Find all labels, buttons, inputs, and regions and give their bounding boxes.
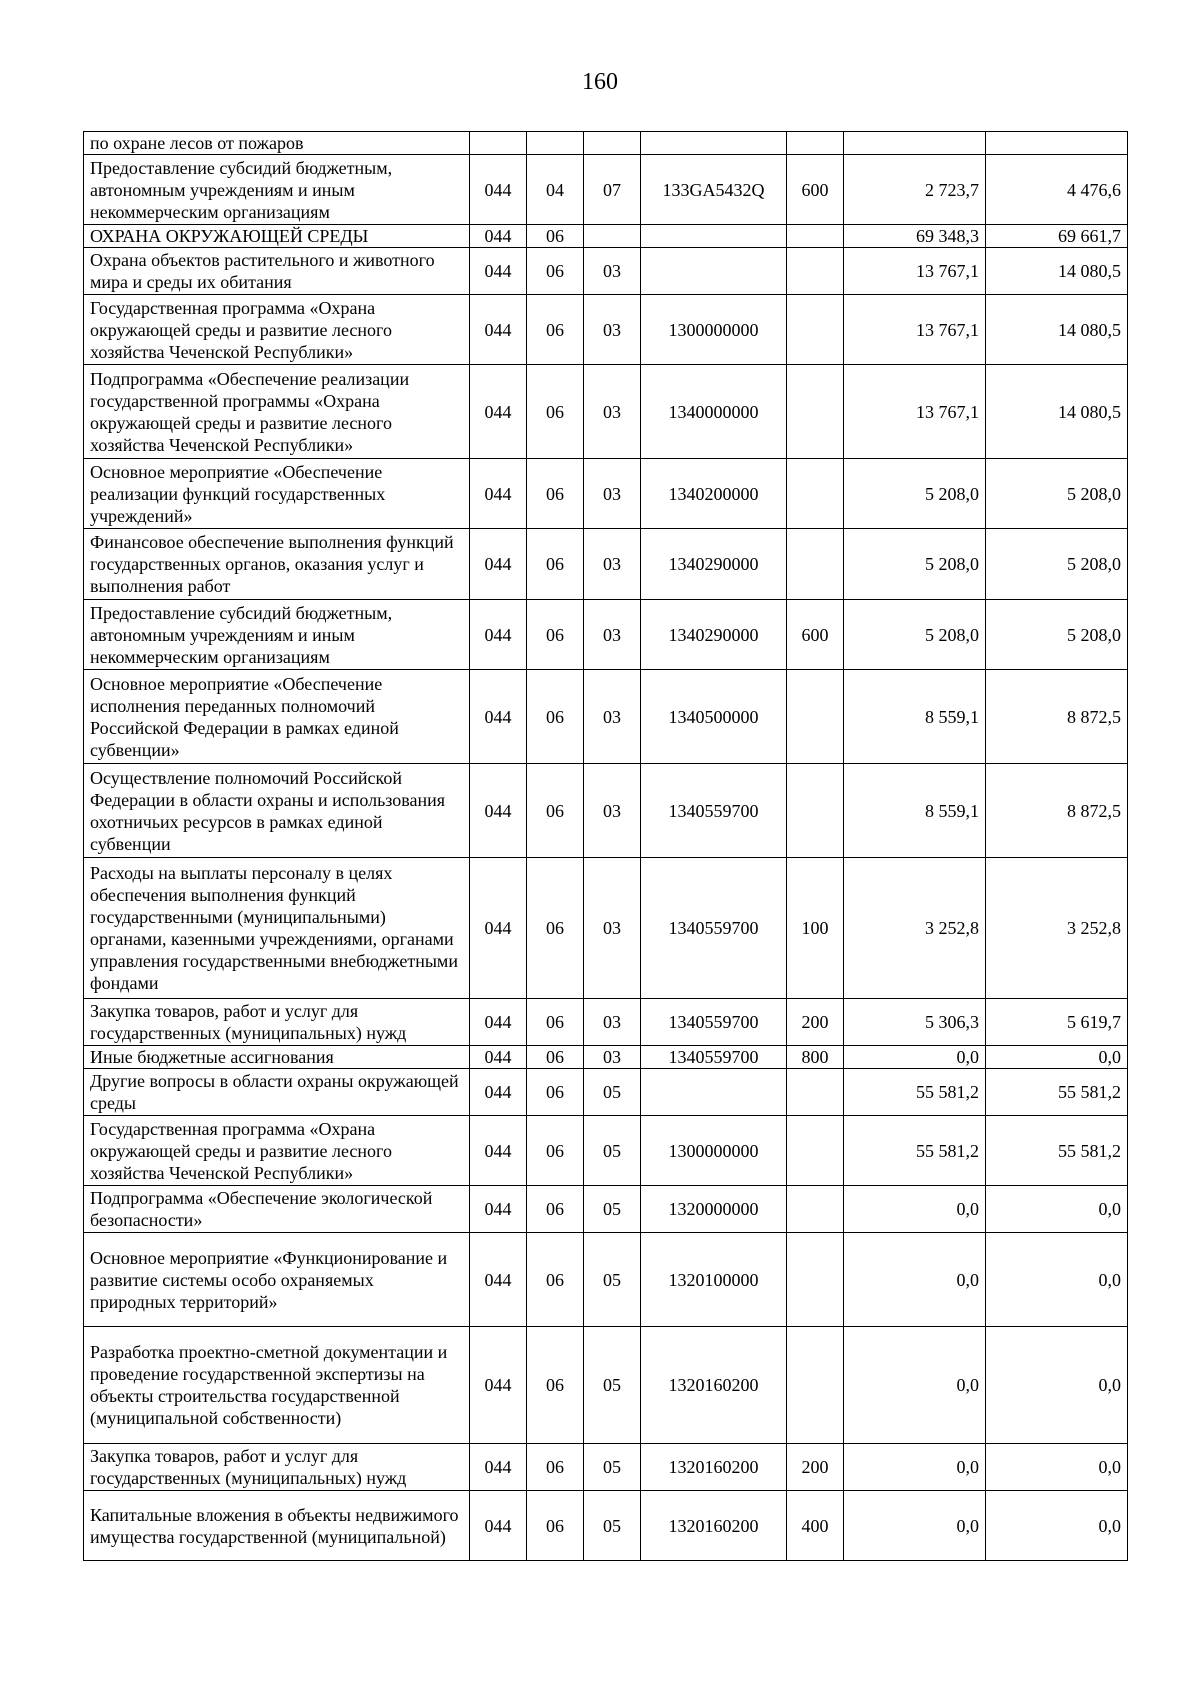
row-section-code: 06 [527, 858, 584, 999]
row-expense-type [787, 529, 844, 600]
row-target-article [641, 132, 787, 155]
table-row [84, 225, 1128, 248]
row-section-code: 06 [527, 1233, 584, 1327]
row-target-article: 133GA5432Q [641, 155, 787, 225]
row-section-code: 06 [527, 999, 584, 1046]
row-ved-code: 044 [470, 1233, 527, 1327]
row-sum-2: 55 581,2 [986, 1069, 1128, 1116]
row-target-article: 1320160200 [641, 1491, 787, 1561]
table-row [84, 365, 1128, 459]
row-sum-2: 0,0 [986, 1491, 1128, 1561]
row-section-code: 06 [527, 1444, 584, 1491]
row-expense-type [787, 295, 844, 365]
row-name: Осуществление полномочий Российской Федерации в области охраны и использования охотничьих ресурсов в рамках единой субвенции [84, 764, 470, 858]
row-sum-2: 4 476,6 [986, 155, 1128, 225]
row-sum-2: 3 252,8 [986, 858, 1128, 999]
row-target-article: 1340559700 [641, 858, 787, 999]
row-expense-type [787, 1116, 844, 1186]
row-target-article: 1300000000 [641, 1116, 787, 1186]
row-expense-type [787, 1233, 844, 1327]
row-subsection-code: 05 [584, 1116, 641, 1186]
table-row [84, 1116, 1128, 1186]
row-subsection-code: 05 [584, 1444, 641, 1491]
row-section-code: 06 [527, 764, 584, 858]
row-sum-1: 5 208,0 [844, 600, 986, 670]
row-name: Разработка проектно-сметной документации и проведение государственной экспертизы на объекты строительства государственной (муниципальной собственности) [84, 1327, 470, 1444]
row-target-article: 1340290000 [641, 529, 787, 600]
row-sum-2: 0,0 [986, 1444, 1128, 1491]
row-sum-1: 8 559,1 [844, 670, 986, 764]
row-name: Предоставление субсидий бюджетным, автономным учреждениям и иным некоммерческим организациям [84, 155, 470, 225]
row-sum-2 [986, 132, 1128, 155]
table-row [84, 1069, 1128, 1116]
row-expense-type: 200 [787, 999, 844, 1046]
row-sum-2: 0,0 [986, 1046, 1128, 1069]
row-target-article [641, 248, 787, 295]
row-expense-type: 800 [787, 1046, 844, 1069]
row-target-article: 1340559700 [641, 1046, 787, 1069]
row-sum-1: 55 581,2 [844, 1116, 986, 1186]
row-target-article: 1320100000 [641, 1233, 787, 1327]
row-section-code: 06 [527, 1116, 584, 1186]
row-subsection-code: 05 [584, 1327, 641, 1444]
row-ved-code: 044 [470, 1444, 527, 1491]
table-row [84, 295, 1128, 365]
row-sum-2: 5 208,0 [986, 600, 1128, 670]
row-sum-2: 14 080,5 [986, 248, 1128, 295]
row-expense-type: 600 [787, 600, 844, 670]
row-sum-2: 5 208,0 [986, 459, 1128, 529]
row-sum-1: 2 723,7 [844, 155, 986, 225]
row-expense-type [787, 1186, 844, 1233]
row-sum-1: 8 559,1 [844, 764, 986, 858]
row-subsection-code: 05 [584, 1069, 641, 1116]
row-section-code: 06 [527, 1069, 584, 1116]
row-ved-code: 044 [470, 248, 527, 295]
row-subsection-code: 05 [584, 1491, 641, 1561]
row-sum-1 [844, 132, 986, 155]
row-section-code: 06 [527, 295, 584, 365]
row-expense-type [787, 248, 844, 295]
row-expense-type [787, 225, 844, 248]
row-target-article: 1340290000 [641, 600, 787, 670]
row-expense-type [787, 670, 844, 764]
row-sum-1: 3 252,8 [844, 858, 986, 999]
row-name: Государственная программа «Охрана окружающей среды и развитие лесного хозяйства Чеченской Республики» [84, 295, 470, 365]
row-section-code: 06 [527, 1186, 584, 1233]
row-target-article: 1320160200 [641, 1444, 787, 1491]
table-row [84, 155, 1128, 225]
row-subsection-code: 03 [584, 248, 641, 295]
row-section-code: 06 [527, 670, 584, 764]
row-name: Закупка товаров, работ и услуг для государственных (муниципальных) нужд [84, 1444, 470, 1491]
row-target-article: 1340000000 [641, 365, 787, 459]
row-target-article: 1340500000 [641, 670, 787, 764]
row-section-code: 06 [527, 1046, 584, 1069]
row-subsection-code: 03 [584, 670, 641, 764]
table-row [84, 1491, 1128, 1561]
row-name: Финансовое обеспечение выполнения функций государственных органов, оказания услуг и выполнения работ [84, 529, 470, 600]
row-name: Основное мероприятие «Обеспечение исполнения переданных полномочий Российской Федерации в рамках единой субвенции» [84, 670, 470, 764]
row-sum-1: 55 581,2 [844, 1069, 986, 1116]
row-ved-code: 044 [470, 670, 527, 764]
row-name: Другие вопросы в области охраны окружающей среды [84, 1069, 470, 1116]
table-row [84, 1046, 1128, 1069]
row-sum-2: 69 661,7 [986, 225, 1128, 248]
row-ved-code: 044 [470, 1046, 527, 1069]
table-row [84, 459, 1128, 529]
row-ved-code: 044 [470, 155, 527, 225]
row-sum-1: 0,0 [844, 1444, 986, 1491]
row-ved-code: 044 [470, 529, 527, 600]
row-sum-2: 14 080,5 [986, 365, 1128, 459]
row-subsection-code: 03 [584, 858, 641, 999]
table-row [84, 132, 1128, 155]
row-section-code: 06 [527, 600, 584, 670]
table-row [84, 999, 1128, 1046]
row-expense-type [787, 459, 844, 529]
row-subsection-code: 03 [584, 1046, 641, 1069]
row-expense-type: 100 [787, 858, 844, 999]
table-row [84, 600, 1128, 670]
row-sum-1: 0,0 [844, 1186, 986, 1233]
row-sum-2: 8 872,5 [986, 670, 1128, 764]
row-sum-1: 13 767,1 [844, 365, 986, 459]
row-ved-code: 044 [470, 225, 527, 248]
row-ved-code: 044 [470, 1491, 527, 1561]
row-subsection-code: 07 [584, 155, 641, 225]
row-sum-1: 0,0 [844, 1327, 986, 1444]
row-name: Предоставление субсидий бюджетным, автономным учреждениям и иным некоммерческим организациям [84, 600, 470, 670]
table-row [84, 529, 1128, 600]
row-section-code: 06 [527, 225, 584, 248]
table-row [84, 1233, 1128, 1327]
row-target-article: 1340559700 [641, 764, 787, 858]
row-sum-1: 0,0 [844, 1046, 986, 1069]
table-row [84, 1186, 1128, 1233]
row-section-code: 06 [527, 248, 584, 295]
row-subsection-code: 03 [584, 764, 641, 858]
row-target-article [641, 1069, 787, 1116]
row-name: Расходы на выплаты персоналу в целях обеспечения выполнения функций государственными (муниципальными) органами, казенными учреждениями, органами управления государственными внебюджетными фондами [84, 858, 470, 999]
row-sum-2: 5 619,7 [986, 999, 1128, 1046]
row-subsection-code: 03 [584, 600, 641, 670]
row-ved-code: 044 [470, 999, 527, 1046]
row-subsection-code: 03 [584, 999, 641, 1046]
row-section-code [527, 132, 584, 155]
row-ved-code: 044 [470, 1186, 527, 1233]
table-row [84, 1444, 1128, 1491]
row-name: Охрана объектов растительного и животного мира и среды их обитания [84, 248, 470, 295]
row-name: Государственная программа «Охрана окружающей среды и развитие лесного хозяйства Чеченской Республики» [84, 1116, 470, 1186]
row-expense-type [787, 1069, 844, 1116]
row-expense-type: 200 [787, 1444, 844, 1491]
row-ved-code: 044 [470, 1116, 527, 1186]
row-target-article: 1320160200 [641, 1327, 787, 1444]
row-sum-2: 0,0 [986, 1186, 1128, 1233]
row-subsection-code: 03 [584, 529, 641, 600]
row-sum-1: 5 208,0 [844, 459, 986, 529]
budget-table-body [84, 132, 1128, 1561]
row-subsection-code: 03 [584, 459, 641, 529]
row-name: Подпрограмма «Обеспечение экологической безопасности» [84, 1186, 470, 1233]
row-section-code: 06 [527, 1327, 584, 1444]
table-row [84, 858, 1128, 999]
row-section-code: 06 [527, 365, 584, 459]
row-name: Основное мероприятие «Обеспечение реализации функций государственных учреждений» [84, 459, 470, 529]
row-subsection-code [584, 225, 641, 248]
row-subsection-code: 05 [584, 1233, 641, 1327]
table-row [84, 248, 1128, 295]
row-sum-1: 0,0 [844, 1233, 986, 1327]
row-ved-code: 044 [470, 365, 527, 459]
row-sum-2: 0,0 [986, 1233, 1128, 1327]
row-target-article [641, 225, 787, 248]
row-expense-type [787, 764, 844, 858]
row-target-article: 1340559700 [641, 999, 787, 1046]
row-name: Иные бюджетные ассигнования [84, 1046, 470, 1069]
row-ved-code: 044 [470, 295, 527, 365]
row-ved-code: 044 [470, 858, 527, 999]
row-ved-code: 044 [470, 764, 527, 858]
row-sum-2: 14 080,5 [986, 295, 1128, 365]
row-ved-code [470, 132, 527, 155]
row-name: Основное мероприятие «Функционирование и развитие системы особо охраняемых природных территорий» [84, 1233, 470, 1327]
budget-table [83, 131, 1128, 1561]
page-number: 160 [582, 69, 618, 95]
row-expense-type: 600 [787, 155, 844, 225]
table-row [84, 764, 1128, 858]
row-expense-type [787, 365, 844, 459]
table-row [84, 1327, 1128, 1444]
row-section-code: 06 [527, 529, 584, 600]
row-expense-type: 400 [787, 1491, 844, 1561]
row-sum-2: 8 872,5 [986, 764, 1128, 858]
row-sum-2: 55 581,2 [986, 1116, 1128, 1186]
row-expense-type [787, 1327, 844, 1444]
row-ved-code: 044 [470, 600, 527, 670]
row-subsection-code: 03 [584, 365, 641, 459]
row-name: Капитальные вложения в объекты недвижимого имущества государственной (муниципальной) [84, 1491, 470, 1561]
row-name: ОХРАНА ОКРУЖАЮЩЕЙ СРЕДЫ [84, 225, 470, 248]
row-sum-1: 0,0 [844, 1491, 986, 1561]
row-target-article: 1340200000 [641, 459, 787, 529]
row-sum-1: 69 348,3 [844, 225, 986, 248]
row-name: Подпрограмма «Обеспечение реализации государственной программы «Охрана окружающей среды и развитие лесного хозяйства Чеченской Республики» [84, 365, 470, 459]
row-target-article: 1300000000 [641, 295, 787, 365]
row-section-code: 06 [527, 1491, 584, 1561]
row-sum-1: 5 208,0 [844, 529, 986, 600]
row-sum-2: 0,0 [986, 1327, 1128, 1444]
row-ved-code: 044 [470, 459, 527, 529]
row-subsection-code: 03 [584, 295, 641, 365]
row-ved-code: 044 [470, 1327, 527, 1444]
row-subsection-code: 05 [584, 1186, 641, 1233]
row-sum-1: 5 306,3 [844, 999, 986, 1046]
table-row [84, 670, 1128, 764]
row-section-code: 06 [527, 459, 584, 529]
row-sum-2: 5 208,0 [986, 529, 1128, 600]
row-target-article: 1320000000 [641, 1186, 787, 1233]
row-expense-type [787, 132, 844, 155]
row-section-code: 04 [527, 155, 584, 225]
row-ved-code: 044 [470, 1069, 527, 1116]
row-sum-1: 13 767,1 [844, 248, 986, 295]
row-name: по охране лесов от пожаров [84, 132, 470, 155]
row-sum-1: 13 767,1 [844, 295, 986, 365]
row-name: Закупка товаров, работ и услуг для государственных (муниципальных) нужд [84, 999, 470, 1046]
row-subsection-code [584, 132, 641, 155]
